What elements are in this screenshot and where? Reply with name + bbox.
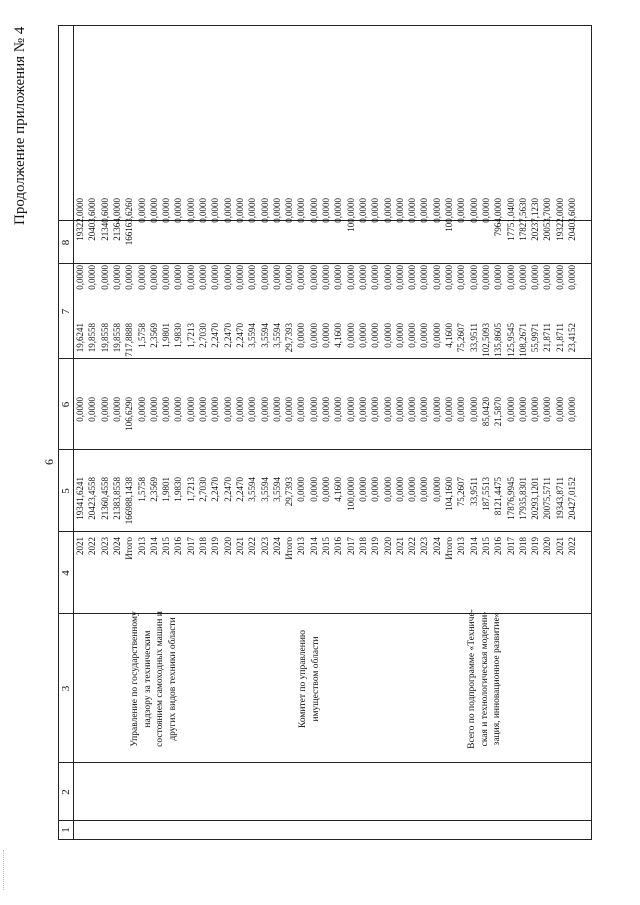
cell-c5: 0,0000 — [382, 397, 393, 422]
cell-c5: 0,0000 — [148, 397, 159, 422]
cell-c7: 0,0000 — [321, 265, 331, 290]
col-divider — [59, 762, 591, 763]
cell-c4: 0,0000 — [431, 477, 442, 502]
col-header-1: 1 — [60, 827, 72, 833]
row-year: Итого — [124, 537, 135, 560]
row-year: 2016 — [173, 537, 184, 555]
cell-c4: 3,5594 — [247, 477, 258, 502]
cell-c4: 1,7213 — [185, 477, 196, 502]
cell-c7: 0,0000 — [210, 265, 221, 290]
cell-c4: 8121,4475 — [493, 477, 504, 516]
cell-c5: 0,0000 — [284, 397, 295, 422]
cell-c6: 1,5758 — [136, 323, 147, 348]
cell-c8: 0,0000 — [173, 198, 184, 223]
cell-c6: 29,7393 — [284, 323, 295, 353]
cell-c6: 125,9545 — [505, 323, 516, 357]
col-header-6: 6 — [60, 401, 72, 408]
cell-c5: 0,0000 — [517, 397, 528, 422]
cell-c4: 17935,8301 — [517, 477, 528, 520]
cell-c5: 0,0000 — [271, 397, 282, 422]
cell-c6: 0,0000 — [308, 323, 319, 348]
cell-c8: 17751,0400 — [505, 198, 516, 241]
cell-c7: 0,0000 — [198, 265, 208, 290]
cell-c7: 0,0000 — [247, 265, 258, 290]
cell-c8: 7964,0000 — [493, 198, 504, 237]
row-year: 2021 — [554, 537, 565, 555]
cell-c8: 0,0000 — [480, 198, 491, 223]
cell-c5: 0,0000 — [357, 397, 368, 422]
data-table — [58, 25, 592, 840]
row-year: 2022 — [567, 537, 577, 555]
cell-c8: 20237,1230 — [530, 198, 541, 241]
cell-c7: 0,0000 — [370, 265, 381, 290]
cell-c8: 0,0000 — [259, 198, 270, 223]
cell-c7: 0,0000 — [308, 265, 319, 290]
cell-c4: 20293,1201 — [530, 477, 541, 520]
row-year: 2016 — [493, 537, 504, 555]
cell-c8: 20053,7000 — [542, 198, 553, 241]
cell-c5: 0,0000 — [370, 397, 381, 422]
cell-c7: 0,0000 — [75, 265, 85, 290]
header-divider — [73, 26, 74, 839]
cell-c8: 0,0000 — [210, 198, 221, 223]
cell-c6: 0,0000 — [382, 323, 393, 348]
cell-c8: 17827,5630 — [517, 198, 528, 241]
cell-c4: 33,9511 — [468, 477, 479, 506]
cell-c4: 104,1600 — [444, 477, 454, 511]
cell-c4: 2,2470 — [222, 477, 233, 502]
cell-c5: 0,0000 — [456, 397, 467, 422]
cell-c7: 0,0000 — [222, 265, 233, 290]
cell-c7: 0,0000 — [505, 265, 516, 290]
cell-c8: 0,0000 — [333, 198, 344, 223]
cell-c6: 2,7030 — [198, 323, 208, 348]
cell-c4: 166988,1438 — [124, 477, 135, 525]
cell-c5: 0,0000 — [530, 397, 541, 422]
cell-c7: 0,0000 — [493, 265, 504, 290]
cell-c6: 0,0000 — [394, 323, 405, 348]
cell-c7: 0,0000 — [419, 265, 430, 290]
cell-c6: 19,8558 — [111, 323, 122, 353]
cell-c6: 4,1600 — [444, 323, 454, 348]
row-year: 2019 — [210, 537, 221, 555]
cell-c6: 0,0000 — [419, 323, 430, 348]
cell-c8: 0,0000 — [284, 198, 295, 223]
cell-c7: 0,0000 — [99, 265, 110, 290]
row-year: 2023 — [99, 537, 110, 555]
col-divider — [59, 820, 591, 821]
col-divider — [59, 263, 591, 264]
col-header-7: 7 — [60, 308, 72, 315]
cell-c4: 2,3569 — [148, 477, 159, 502]
cell-c4: 0,0000 — [357, 477, 368, 502]
row-year: 2018 — [198, 537, 208, 555]
cell-c6: 2,2470 — [210, 323, 221, 348]
cell-c6: 135,8605 — [493, 323, 504, 357]
cell-c6: 717,8888 — [124, 323, 135, 357]
cell-c4: 75,2607 — [456, 477, 467, 507]
row-year: 2017 — [345, 537, 356, 555]
cell-c7: 0,0000 — [284, 265, 295, 290]
row-year: 2014 — [468, 537, 479, 555]
cell-c7: 0,0000 — [530, 265, 541, 290]
cell-c8: 0,0000 — [222, 198, 233, 223]
cell-c6: 21,8711 — [554, 323, 565, 352]
row-year: 2021 — [234, 537, 245, 555]
org-name: Всего по подпрограмме «Техниче- ская и технологическая модерни- зация, инновационное развитие» — [467, 609, 502, 749]
cell-c8: 0,0000 — [308, 198, 319, 223]
cell-c5: 0,0000 — [87, 397, 98, 422]
cell-c7: 0,0000 — [259, 265, 270, 290]
cell-c5: 0,0000 — [407, 397, 418, 422]
row-year: 2014 — [148, 537, 159, 555]
row-year: 2020 — [382, 537, 393, 555]
cell-c8: 0,0000 — [468, 198, 479, 223]
cell-c4: 0,0000 — [394, 477, 405, 502]
row-year: 2024 — [111, 537, 122, 555]
row-year: 2015 — [161, 537, 172, 555]
cell-c5: 0,0000 — [247, 397, 258, 422]
cell-c4: 3,5594 — [271, 477, 282, 502]
cell-c4: 187,5513 — [480, 477, 491, 511]
cell-c6: 19,6241 — [75, 323, 85, 353]
org-name: Управление по государственному надзору за техническим состоянием самоходных машин и других видов техники области — [130, 611, 178, 747]
cell-c7: 0,0000 — [136, 265, 147, 290]
cell-c5: 21,5870 — [493, 397, 504, 427]
cell-c5: 0,0000 — [542, 397, 553, 422]
cell-c7: 0,0000 — [407, 265, 418, 290]
cell-c5: 0,0000 — [345, 397, 356, 422]
col-header-4: 4 — [60, 570, 72, 576]
cell-c5: 0,0000 — [444, 397, 454, 422]
row-year: 2021 — [394, 537, 405, 555]
cell-c8: 21340,6000 — [99, 198, 110, 241]
cell-c6: 108,2671 — [517, 323, 528, 357]
row-year: Итого — [444, 537, 454, 560]
cell-c5: 0,0000 — [431, 397, 442, 422]
row-year: Итого — [284, 537, 295, 560]
row-year: 2022 — [407, 537, 418, 555]
cell-c7: 0,0000 — [87, 265, 98, 290]
cell-c6: 0,0000 — [321, 323, 331, 348]
cell-c6: 2,3569 — [148, 323, 159, 348]
cell-c8: 100,0000 — [444, 198, 454, 232]
row-year: 2017 — [185, 537, 196, 555]
cell-c6: 0,0000 — [407, 323, 418, 348]
cell-c7: 0,0000 — [431, 265, 442, 290]
cell-c7: 0,0000 — [542, 265, 553, 290]
row-year: 2024 — [431, 537, 442, 555]
cell-c4: 21360,4558 — [99, 477, 110, 520]
row-year: 2023 — [259, 537, 270, 555]
cell-c5: 0,0000 — [111, 397, 122, 422]
appendix-caption: Продолжение приложения № 4 — [12, 26, 28, 225]
cell-c6: 55,9971 — [530, 323, 541, 353]
cell-c5: 0,0000 — [99, 397, 110, 422]
cell-c6: 3,5594 — [247, 323, 258, 348]
cell-c6: 0,0000 — [357, 323, 368, 348]
cell-c7: 0,0000 — [148, 265, 159, 290]
cell-c8: 0,0000 — [185, 198, 196, 223]
cell-c5: 0,0000 — [394, 397, 405, 422]
cell-c4: 20423,4558 — [87, 477, 98, 520]
cell-c4: 3,5594 — [259, 477, 270, 502]
scan-mark — [3, 850, 5, 890]
cell-c8: 0,0000 — [456, 198, 467, 223]
row-year: 2020 — [222, 537, 233, 555]
cell-c5: 0,0000 — [554, 397, 565, 422]
cell-c4: 0,0000 — [419, 477, 430, 502]
col-header-8: 8 — [60, 239, 72, 246]
row-year: 2013 — [456, 537, 467, 555]
cell-c8: 20403,6000 — [567, 198, 577, 241]
row-year: 2019 — [530, 537, 541, 555]
cell-c7: 0,0000 — [296, 265, 307, 290]
cell-c7: 0,0000 — [234, 265, 245, 290]
cell-c6: 23,4152 — [567, 323, 577, 353]
cell-c8: 0,0000 — [321, 198, 331, 223]
row-year: 2015 — [480, 537, 491, 555]
cell-c5: 0,0000 — [210, 397, 221, 422]
cell-c7: 0,0000 — [394, 265, 405, 290]
cell-c7: 0,0000 — [357, 265, 368, 290]
cell-c4: 20427,0152 — [567, 477, 577, 520]
cell-c7: 0,0000 — [444, 265, 454, 290]
cell-c8: 100,0000 — [345, 198, 356, 232]
cell-c8: 0,0000 — [296, 198, 307, 223]
col-header-2: 2 — [60, 789, 72, 795]
cell-c4: 19341,6241 — [75, 477, 85, 520]
cell-c7: 0,0000 — [161, 265, 172, 290]
cell-c5: 0,0000 — [173, 397, 184, 422]
cell-c8: 19322,0000 — [554, 198, 565, 241]
row-year: 2022 — [87, 537, 98, 555]
cell-c6: 0,0000 — [431, 323, 442, 348]
cell-c8: 0,0000 — [247, 198, 258, 223]
cell-c4: 21383,8558 — [111, 477, 122, 520]
cell-c5: 0,0000 — [296, 397, 307, 422]
cell-c6: 0,0000 — [345, 323, 356, 348]
cell-c5: 0,0000 — [75, 397, 85, 422]
cell-c5: 0,0000 — [161, 397, 172, 422]
cell-c4: 1,5758 — [136, 477, 147, 502]
cell-c8: 0,0000 — [382, 198, 393, 223]
cell-c8: 0,0000 — [234, 198, 245, 223]
cell-c4: 100,0000 — [345, 477, 356, 511]
row-year: 2014 — [308, 537, 319, 555]
cell-c8: 0,0000 — [407, 198, 418, 223]
cell-c4: 0,0000 — [296, 477, 307, 502]
cell-c5: 106,6290 — [124, 397, 135, 431]
col-header-5: 5 — [60, 488, 72, 494]
row-year: 2019 — [370, 537, 381, 555]
cell-c6: 75,2607 — [456, 323, 467, 353]
row-year: 2020 — [542, 537, 553, 555]
row-year: 2017 — [505, 537, 516, 555]
cell-c4: 2,2470 — [210, 477, 221, 502]
cell-c5: 0,0000 — [505, 397, 516, 422]
cell-c8: 21364,0000 — [111, 198, 122, 241]
row-year: 2013 — [296, 537, 307, 555]
cell-c4: 17876,9945 — [505, 477, 516, 520]
cell-c5: 0,0000 — [419, 397, 430, 422]
cell-c7: 0,0000 — [345, 265, 356, 290]
cell-c7: 0,0000 — [124, 265, 135, 290]
page-number: 6 — [42, 459, 56, 465]
cell-c8: 0,0000 — [357, 198, 368, 223]
cell-c5: 0,0000 — [333, 397, 344, 422]
cell-c4: 2,2470 — [234, 477, 245, 502]
cell-c7: 0,0000 — [517, 265, 528, 290]
cell-c6: 4,1600 — [333, 323, 344, 348]
cell-c8: 0,0000 — [419, 198, 430, 223]
cell-c4: 0,0000 — [321, 477, 331, 502]
cell-c4: 4,1600 — [333, 477, 344, 502]
cell-c8: 0,0000 — [198, 198, 208, 223]
cell-c6: 0,0000 — [296, 323, 307, 348]
cell-c6: 1,9830 — [173, 323, 184, 348]
cell-c5: 0,0000 — [222, 397, 233, 422]
cell-c7: 0,0000 — [185, 265, 196, 290]
cell-c8: 0,0000 — [161, 198, 172, 223]
row-year: 2018 — [517, 537, 528, 555]
cell-c6: 0,0000 — [370, 323, 381, 348]
row-year: 2023 — [419, 537, 430, 555]
row-year: 2022 — [247, 537, 258, 555]
cell-c6: 2,2470 — [222, 323, 233, 348]
cell-c4: 29,7393 — [284, 477, 295, 507]
row-year: 2021 — [75, 537, 85, 555]
cell-c5: 0,0000 — [234, 397, 245, 422]
cell-c7: 0,0000 — [271, 265, 282, 290]
cell-c4: 0,0000 — [370, 477, 381, 502]
cell-c6: 1,7213 — [185, 323, 196, 348]
cell-c6: 19,8558 — [99, 323, 110, 353]
cell-c4: 0,0000 — [382, 477, 393, 502]
cell-c7: 0,0000 — [468, 265, 479, 290]
cell-c6: 1,9801 — [161, 323, 172, 348]
cell-c7: 0,0000 — [173, 265, 184, 290]
cell-c5: 0,0000 — [321, 397, 331, 422]
cell-c6: 21,8711 — [542, 323, 553, 352]
cell-c8: 0,0000 — [148, 198, 159, 223]
cell-c8: 0,0000 — [271, 198, 282, 223]
cell-c5: 0,0000 — [136, 397, 147, 422]
cell-c8: 0,0000 — [370, 198, 381, 223]
org-name: Комитет по управлению имуществом области — [298, 630, 321, 729]
cell-c4: 20075,5711 — [542, 477, 553, 520]
cell-c7: 0,0000 — [567, 265, 577, 290]
cell-c4: 19343,8711 — [554, 477, 565, 520]
cell-c6: 3,5594 — [259, 323, 270, 348]
cell-c7: 0,0000 — [382, 265, 393, 290]
cell-c6: 33,9511 — [468, 323, 479, 352]
cell-c7: 0,0000 — [333, 265, 344, 290]
cell-c8: 20403,6000 — [87, 198, 98, 241]
row-year: 2016 — [333, 537, 344, 555]
cell-c4: 1,9801 — [161, 477, 172, 502]
cell-c8: 0,0000 — [431, 198, 442, 223]
cell-c6: 2,2470 — [234, 323, 245, 348]
cell-c4: 2,7030 — [198, 477, 208, 502]
row-year: 2024 — [271, 537, 282, 555]
cell-c4: 1,9830 — [173, 477, 184, 502]
cell-c5: 0,0000 — [185, 397, 196, 422]
cell-c7: 0,0000 — [554, 265, 565, 290]
row-year: 2018 — [357, 537, 368, 555]
cell-c8: 166163,6260 — [124, 198, 135, 246]
cell-c7: 0,0000 — [456, 265, 467, 290]
cell-c5: 0,0000 — [198, 397, 208, 422]
row-year: 2015 — [321, 537, 331, 555]
cell-c4: 0,0000 — [407, 477, 418, 502]
cell-c6: 102,5093 — [480, 323, 491, 357]
cell-c8: 0,0000 — [136, 198, 147, 223]
cell-c5: 0,0000 — [468, 397, 479, 422]
cell-c7: 0,0000 — [111, 265, 122, 290]
row-year: 2013 — [136, 537, 147, 555]
cell-c8: 0,0000 — [394, 198, 405, 223]
cell-c6: 19,8558 — [87, 323, 98, 353]
cell-c7: 0,0000 — [480, 265, 491, 290]
cell-c5: 0,0000 — [567, 397, 577, 422]
cell-c5: 0,0000 — [259, 397, 270, 422]
cell-c5: 85,0420 — [480, 397, 491, 427]
col-header-3: 3 — [60, 685, 72, 692]
cell-c5: 0,0000 — [308, 397, 319, 422]
cell-c6: 3,5594 — [271, 323, 282, 348]
cell-c4: 0,0000 — [308, 477, 319, 502]
cell-c8: 19322,0000 — [75, 198, 85, 241]
